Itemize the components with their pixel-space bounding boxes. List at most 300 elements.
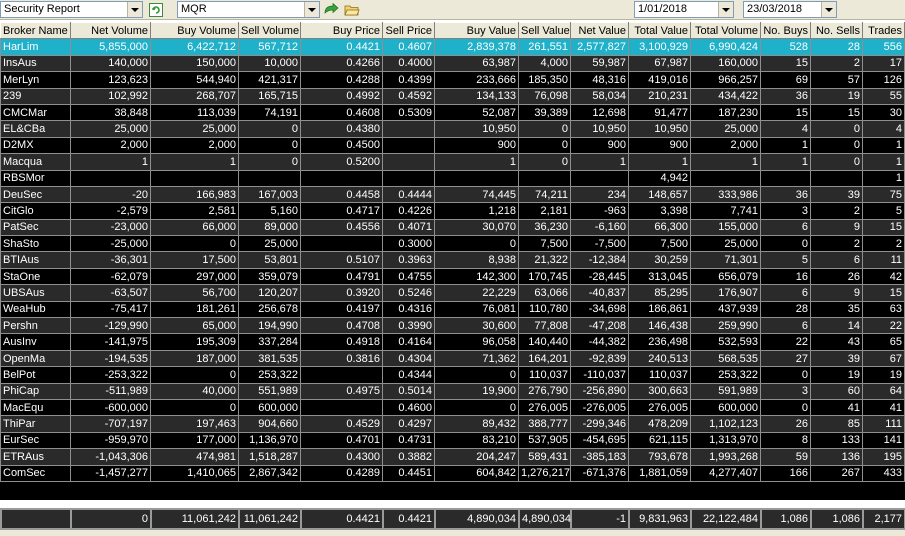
- table-cell: 120,207: [239, 285, 301, 301]
- table-cell: 2: [863, 236, 905, 252]
- table-cell: 1: [151, 154, 239, 170]
- table-cell: -253,322: [71, 367, 151, 383]
- column-header[interactable]: Buy Value: [435, 23, 519, 39]
- table-cell: 0: [761, 367, 811, 383]
- table-cell: 170,745: [519, 268, 571, 284]
- table-cell: 3,398: [629, 203, 691, 219]
- table-cell: 474,981: [151, 449, 239, 465]
- table-cell: 36: [761, 88, 811, 104]
- table-cell: 26: [811, 268, 863, 284]
- table-cell: 2,000: [71, 137, 151, 153]
- table-cell: -28,445: [571, 268, 629, 284]
- table-row[interactable]: [1, 55, 905, 71]
- table-cell: -20: [71, 186, 151, 202]
- table-cell: 41: [811, 399, 863, 415]
- table-cell: 0.3000: [383, 236, 435, 252]
- table-cell: -511,989: [71, 383, 151, 399]
- table-cell: 5,160: [239, 203, 301, 219]
- calendar-dropdown-icon[interactable]: [718, 2, 733, 17]
- table-cell: 0: [435, 399, 519, 415]
- security-code-value: MQR: [181, 3, 207, 15]
- table-cell: UBSAus: [1, 285, 71, 301]
- table-cell: 89,432: [435, 416, 519, 432]
- table-cell: 167,003: [239, 186, 301, 202]
- table-cell: [383, 137, 435, 153]
- table-cell: 0.4289: [301, 465, 383, 481]
- table-cell: ShaSto: [1, 236, 71, 252]
- table-cell: 59: [761, 449, 811, 465]
- table-cell: 57: [811, 72, 863, 88]
- table-cell: 75: [863, 186, 905, 202]
- table-cell: 4,942: [629, 170, 691, 186]
- table-cell: 111: [863, 416, 905, 432]
- table-cell: 4: [761, 121, 811, 137]
- table-cell: -6,160: [571, 219, 629, 235]
- date-to-value: 23/03/2018: [747, 3, 803, 15]
- total-cell: 9,831,963: [629, 509, 691, 529]
- table-cell: 6,990,424: [691, 39, 761, 55]
- table-cell: CMCMar: [1, 104, 71, 120]
- table-cell: 176,907: [691, 285, 761, 301]
- table-cell: 74,191: [239, 104, 301, 120]
- table-cell: InsAus: [1, 55, 71, 71]
- table-cell: 110,037: [519, 367, 571, 383]
- table-cell: 74,211: [519, 186, 571, 202]
- table-cell: 2: [811, 236, 863, 252]
- table-cell: 4,000: [519, 55, 571, 71]
- column-header[interactable]: Total Volume: [691, 23, 761, 39]
- table-cell: -23,000: [71, 219, 151, 235]
- table-cell: 56,700: [151, 285, 239, 301]
- table-cell: 53,801: [239, 252, 301, 268]
- table-cell: 5: [761, 252, 811, 268]
- table-cell: 6,422,712: [151, 39, 239, 55]
- table-cell: 600,000: [691, 399, 761, 415]
- table-cell: 19: [863, 367, 905, 383]
- column-header[interactable]: Sell Price: [383, 23, 435, 39]
- column-header[interactable]: Sell Volume: [239, 23, 301, 39]
- table-cell: 0: [151, 367, 239, 383]
- table-cell: 0.4164: [383, 334, 435, 350]
- table-cell: 194,990: [239, 318, 301, 334]
- table-cell: 621,115: [629, 432, 691, 448]
- table-cell: MacEqu: [1, 399, 71, 415]
- table-cell: 22: [761, 334, 811, 350]
- table-cell: 1,136,970: [239, 432, 301, 448]
- table-cell: 9: [811, 285, 863, 301]
- table-cell: 195,309: [151, 334, 239, 350]
- table-cell: 337,284: [239, 334, 301, 350]
- table-cell: 0.3963: [383, 252, 435, 268]
- table-cell: 0: [811, 137, 863, 153]
- table-cell: 0.4297: [383, 416, 435, 432]
- security-code-select[interactable]: [177, 1, 320, 18]
- refresh-icon[interactable]: [147, 1, 165, 18]
- table-cell: 434,422: [691, 88, 761, 104]
- table-cell: 166: [761, 465, 811, 481]
- table-cell: 187,000: [151, 350, 239, 366]
- table-cell: 1,313,970: [691, 432, 761, 448]
- table-cell: DeuSec: [1, 186, 71, 202]
- table-cell: 2,839,378: [435, 39, 519, 55]
- table-cell: 0.4556: [301, 219, 383, 235]
- table-cell: 0.4344: [383, 367, 435, 383]
- table-cell: 0: [761, 399, 811, 415]
- table-cell: 0: [761, 236, 811, 252]
- table-cell: -63,507: [71, 285, 151, 301]
- table-cell: BTIAus: [1, 252, 71, 268]
- table-cell: -299,346: [571, 416, 629, 432]
- table-cell: [301, 170, 383, 186]
- table-cell: 48,316: [571, 72, 629, 88]
- table-cell: 63: [863, 301, 905, 317]
- total-cell: 0.4421: [383, 509, 435, 529]
- table-row[interactable]: [1, 154, 905, 170]
- table-cell: 0.4421: [301, 39, 383, 55]
- table-cell: 67: [863, 350, 905, 366]
- table-cell: 10,000: [239, 55, 301, 71]
- table-cell: 419,016: [629, 72, 691, 88]
- table-cell: 0.4975: [301, 383, 383, 399]
- table-cell: -963: [571, 203, 629, 219]
- table-cell: 17,500: [151, 252, 239, 268]
- table-cell: -1,457,277: [71, 465, 151, 481]
- table-cell: 11: [863, 252, 905, 268]
- table-cell: 0.4608: [301, 104, 383, 120]
- table-cell: HarLim: [1, 39, 71, 55]
- table-row[interactable]: [1, 449, 905, 465]
- table-row[interactable]: [1, 170, 905, 186]
- table-cell: 6: [761, 285, 811, 301]
- table-cell: -385,183: [571, 449, 629, 465]
- table-cell: 71,301: [691, 252, 761, 268]
- table-cell: 1: [629, 154, 691, 170]
- table-row[interactable]: [1, 350, 905, 366]
- table-cell: 19: [811, 88, 863, 104]
- table-row[interactable]: [1, 367, 905, 383]
- table-cell: 2,000: [151, 137, 239, 153]
- table-cell: 0.4529: [301, 416, 383, 432]
- table-cell: 0.4300: [301, 449, 383, 465]
- table-cell: 388,777: [519, 416, 571, 432]
- column-header[interactable]: No. Sells: [811, 23, 863, 39]
- table-cell: [571, 170, 629, 186]
- table-cell: 433: [863, 465, 905, 481]
- table-cell: 39,389: [519, 104, 571, 120]
- table-cell: 0.5107: [301, 252, 383, 268]
- table-cell: 276,005: [629, 399, 691, 415]
- table-cell: 3,100,929: [629, 39, 691, 55]
- table-cell: 102,992: [71, 88, 151, 104]
- table-cell: 30,070: [435, 219, 519, 235]
- table-row[interactable]: [1, 137, 905, 153]
- table-cell: 1,881,059: [629, 465, 691, 481]
- table-cell: [239, 170, 301, 186]
- table-cell: 261,551: [519, 39, 571, 55]
- table-cell: 91,477: [629, 104, 691, 120]
- table-cell: 12,698: [571, 104, 629, 120]
- table-cell: 27: [761, 350, 811, 366]
- table-row[interactable]: [1, 72, 905, 88]
- table-cell: 197,463: [151, 416, 239, 432]
- table-cell: 25,000: [239, 236, 301, 252]
- table-cell: RBSMor: [1, 170, 71, 186]
- table-cell: 123,623: [71, 72, 151, 88]
- table-row[interactable]: [1, 236, 905, 252]
- table-cell: 537,905: [519, 432, 571, 448]
- table-row[interactable]: [1, 465, 905, 481]
- table-cell: 15: [761, 104, 811, 120]
- table-cell: 0.4717: [301, 203, 383, 219]
- table-cell: 0.4592: [383, 88, 435, 104]
- total-cell: -1: [571, 509, 629, 529]
- table-cell: 2,867,342: [239, 465, 301, 481]
- table-cell: -959,970: [71, 432, 151, 448]
- table-cell: 15: [863, 219, 905, 235]
- table-cell: 36,230: [519, 219, 571, 235]
- table-cell: 77,808: [519, 318, 571, 334]
- table-cell: 6: [811, 252, 863, 268]
- table-cell: 259,990: [691, 318, 761, 334]
- chevron-down-icon[interactable]: [127, 2, 142, 17]
- table-cell: ThiPar: [1, 416, 71, 432]
- table-cell: 4: [863, 121, 905, 137]
- table-cell: 600,000: [239, 399, 301, 415]
- table-cell: 239: [1, 88, 71, 104]
- open-folder-icon[interactable]: [343, 1, 361, 18]
- table-row[interactable]: [1, 104, 905, 120]
- table-cell: 26: [761, 416, 811, 432]
- table-cell: -1,043,306: [71, 449, 151, 465]
- table-cell: 0.4755: [383, 268, 435, 284]
- total-cell: 1,086: [761, 509, 811, 529]
- table-cell: 0.4607: [383, 39, 435, 55]
- table-cell: 0.5200: [301, 154, 383, 170]
- table-cell: 30: [863, 104, 905, 120]
- column-header[interactable]: Total Value: [629, 23, 691, 39]
- table-cell: 160,000: [691, 55, 761, 71]
- table-cell: 0: [435, 236, 519, 252]
- table-cell: 140,000: [71, 55, 151, 71]
- table-cell: 96,058: [435, 334, 519, 350]
- table-cell: 110,780: [519, 301, 571, 317]
- table-row[interactable]: [1, 432, 905, 448]
- table-cell: 85: [811, 416, 863, 432]
- table-cell: 276,790: [519, 383, 571, 399]
- table-cell: 0: [519, 121, 571, 137]
- table-cell: -454,695: [571, 432, 629, 448]
- table-cell: -62,079: [71, 268, 151, 284]
- table-cell: 25,000: [691, 121, 761, 137]
- table-cell: [301, 399, 383, 415]
- table-cell: [301, 236, 383, 252]
- table-cell: 8,938: [435, 252, 519, 268]
- table-row[interactable]: [1, 416, 905, 432]
- table-cell: 22: [863, 318, 905, 334]
- table-cell: [435, 170, 519, 186]
- table-cell: 240,513: [629, 350, 691, 366]
- table-cell: 7,741: [691, 203, 761, 219]
- column-header[interactable]: Trades: [863, 23, 905, 39]
- table-cell: 185,350: [519, 72, 571, 88]
- table-cell: 15: [761, 55, 811, 71]
- table-cell: [811, 170, 863, 186]
- grid-header-row: [1, 23, 905, 39]
- table-cell: 76,081: [435, 301, 519, 317]
- table-cell: MerLyn: [1, 72, 71, 88]
- table-cell: 2,000: [691, 137, 761, 153]
- table-cell: OpenMa: [1, 350, 71, 366]
- table-cell: 133: [811, 432, 863, 448]
- report-type-value: Security Report: [4, 3, 80, 15]
- column-header[interactable]: No. Buys: [761, 23, 811, 39]
- table-cell: 253,322: [239, 367, 301, 383]
- table-cell: 8: [761, 432, 811, 448]
- table-cell: -7,500: [571, 236, 629, 252]
- table-cell: 1: [71, 154, 151, 170]
- table-cell: 16: [761, 268, 811, 284]
- table-cell: [383, 121, 435, 137]
- table-cell: CitGlo: [1, 203, 71, 219]
- column-header[interactable]: Buy Price: [301, 23, 383, 39]
- table-cell: 10,950: [435, 121, 519, 137]
- table-row[interactable]: [1, 399, 905, 415]
- table-cell: -600,000: [71, 399, 151, 415]
- table-cell: ETRAus: [1, 449, 71, 465]
- table-row[interactable]: [1, 252, 905, 268]
- table-cell: 71,362: [435, 350, 519, 366]
- table-cell: 591,989: [691, 383, 761, 399]
- table-cell: 9: [811, 219, 863, 235]
- table-cell: 2: [811, 55, 863, 71]
- table-cell: 0.4444: [383, 186, 435, 202]
- table-cell: 28: [811, 39, 863, 55]
- table-cell: 110,037: [629, 367, 691, 383]
- table-cell: 0.5014: [383, 383, 435, 399]
- table-cell: 1: [863, 137, 905, 153]
- table-cell: 195: [863, 449, 905, 465]
- table-cell: 141: [863, 432, 905, 448]
- table-cell: 1: [761, 137, 811, 153]
- table-cell: 6: [761, 318, 811, 334]
- date-from-field[interactable]: [634, 1, 734, 18]
- table-cell: [383, 154, 435, 170]
- table-cell: 177,000: [151, 432, 239, 448]
- table-row[interactable]: [1, 203, 905, 219]
- table-cell: 0.4451: [383, 465, 435, 481]
- table-cell: 6: [761, 219, 811, 235]
- table-row[interactable]: [1, 186, 905, 202]
- table-cell: 0.4288: [301, 72, 383, 88]
- table-cell: 52,087: [435, 104, 519, 120]
- table-cell: [71, 170, 151, 186]
- table-row[interactable]: [1, 383, 905, 399]
- table-row[interactable]: [1, 88, 905, 104]
- table-cell: 30,259: [629, 252, 691, 268]
- table-cell: 0.4197: [301, 301, 383, 317]
- chevron-down-icon[interactable]: [304, 2, 319, 17]
- table-cell: PhiCap: [1, 383, 71, 399]
- table-cell: 64: [863, 383, 905, 399]
- table-cell: -36,301: [71, 252, 151, 268]
- table-cell: 0: [239, 154, 301, 170]
- table-cell: [519, 170, 571, 186]
- table-cell: 0.4500: [301, 137, 383, 153]
- column-header[interactable]: Broker Name: [1, 23, 71, 39]
- table-row[interactable]: [1, 301, 905, 317]
- table-row[interactable]: [1, 318, 905, 334]
- table-row[interactable]: [1, 285, 905, 301]
- column-header[interactable]: Sell Value: [519, 23, 571, 39]
- table-cell: 181,261: [151, 301, 239, 317]
- table-cell: 793,678: [629, 449, 691, 465]
- table-cell: -110,037: [571, 367, 629, 383]
- broker-grid[interactable]: [0, 22, 905, 500]
- table-cell: 0.4731: [383, 432, 435, 448]
- table-cell: 2,581: [151, 203, 239, 219]
- table-cell: 234: [571, 186, 629, 202]
- table-cell: 28: [761, 301, 811, 317]
- table-cell: 0.4071: [383, 219, 435, 235]
- table-cell: 551,989: [239, 383, 301, 399]
- table-cell: 166,983: [151, 186, 239, 202]
- table-row[interactable]: [1, 39, 905, 55]
- table-cell: 300,663: [629, 383, 691, 399]
- table-row[interactable]: [1, 121, 905, 137]
- table-cell: 165,715: [239, 88, 301, 104]
- table-cell: 0.5246: [383, 285, 435, 301]
- go-arrow-icon[interactable]: [322, 1, 340, 18]
- date-to-field[interactable]: [743, 1, 837, 18]
- table-cell: 4,277,407: [691, 465, 761, 481]
- table-cell: 313,045: [629, 268, 691, 284]
- table-cell: 381,535: [239, 350, 301, 366]
- table-cell: 233,666: [435, 72, 519, 88]
- table-cell: 7,500: [519, 236, 571, 252]
- table-cell: 0.3990: [383, 318, 435, 334]
- table-cell: 0.4701: [301, 432, 383, 448]
- column-header[interactable]: Buy Volume: [151, 23, 239, 39]
- column-header[interactable]: Net Volume: [71, 23, 151, 39]
- totals-bar: [0, 508, 905, 530]
- table-cell: AusInv: [1, 334, 71, 350]
- table-row[interactable]: [1, 268, 905, 284]
- table-cell: -25,000: [71, 236, 151, 252]
- table-cell: 267: [811, 465, 863, 481]
- table-cell: 567,712: [239, 39, 301, 55]
- table-cell: -707,197: [71, 416, 151, 432]
- table-cell: 236,498: [629, 334, 691, 350]
- table-cell: 25,000: [71, 121, 151, 137]
- table-cell: 0.4458: [301, 186, 383, 202]
- table-cell: 0.4226: [383, 203, 435, 219]
- table-cell: 0.3920: [301, 285, 383, 301]
- table-cell: 1,518,287: [239, 449, 301, 465]
- table-cell: 35: [811, 301, 863, 317]
- table-cell: 3: [761, 203, 811, 219]
- table-cell: 150,000: [151, 55, 239, 71]
- table-cell: 36: [761, 186, 811, 202]
- calendar-dropdown-icon[interactable]: [821, 2, 836, 17]
- table-row[interactable]: [1, 334, 905, 350]
- table-row[interactable]: [1, 219, 905, 235]
- column-header[interactable]: Net Value: [571, 23, 629, 39]
- report-type-select[interactable]: [0, 1, 143, 18]
- table-cell: 21,322: [519, 252, 571, 268]
- table-cell: 0: [519, 154, 571, 170]
- table-cell: Macqua: [1, 154, 71, 170]
- table-cell: 1,276,217: [519, 465, 571, 481]
